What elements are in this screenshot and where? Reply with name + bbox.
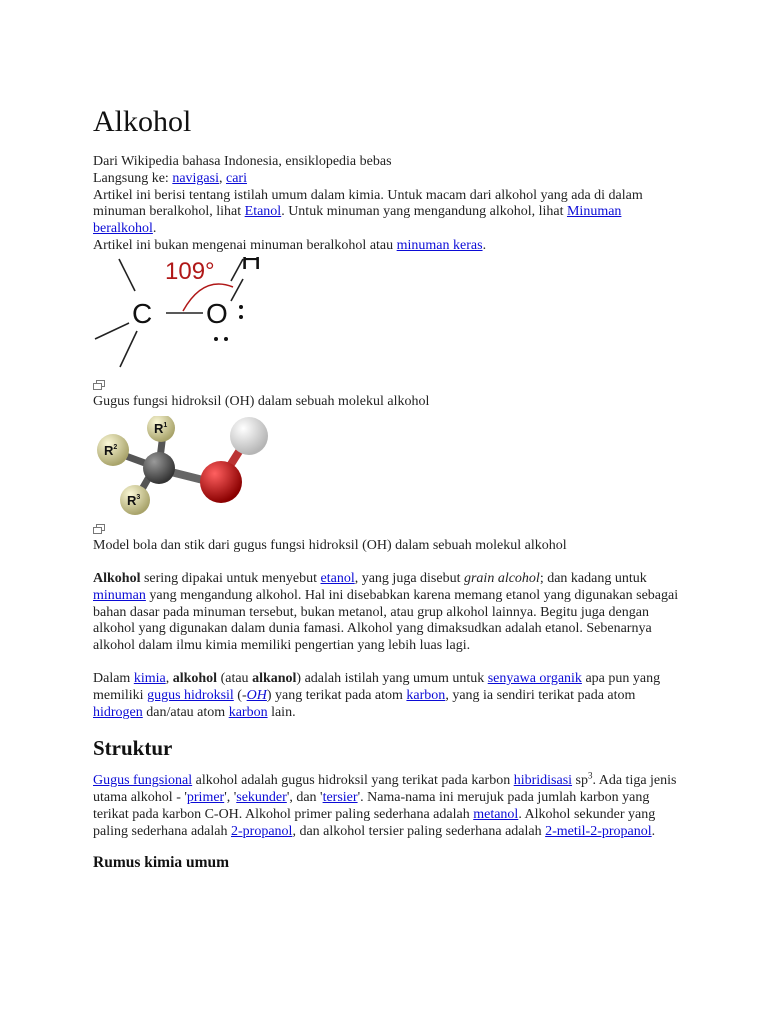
link-etanol-intro[interactable]: etanol	[320, 570, 355, 586]
lone-pair-dot	[239, 315, 243, 319]
article	[93, 104, 683, 873]
carbon-ball	[143, 452, 175, 484]
link-senyawa-organik[interactable]: senyawa organik	[487, 670, 582, 686]
r2-label: $R^2$	[104, 443, 118, 459]
link-hidrogen[interactable]: hidrogen	[93, 704, 143, 720]
r1-label: $R^1$	[154, 421, 168, 437]
link-primer[interactable]: primer	[186, 790, 225, 806]
bond-upper-left	[119, 259, 135, 291]
link-cari[interactable]: cari	[225, 170, 247, 186]
bond-left	[95, 323, 129, 339]
link-minuman[interactable]: minuman	[93, 587, 146, 603]
lone-pair-dot	[224, 337, 228, 341]
link-tersier[interactable]: tersier	[322, 790, 358, 806]
hydroxyl-diagram	[93, 257, 263, 372]
magnify-icon[interactable]	[93, 380, 105, 390]
figure2-caption: Model bola dan stik dari gugus fungsi hidroksil (OH) dalam sebuah molekul alkohol	[93, 538, 567, 554]
link-etanol[interactable]: Etanol	[244, 204, 282, 220]
jump-links: Langsung ke: navigasi, cari	[93, 170, 247, 186]
link-oh[interactable]: OH	[246, 687, 267, 703]
link-2-metil-2-propanol[interactable]: 2-metil-2-propanol	[545, 823, 652, 839]
bond-lower	[120, 331, 137, 367]
atom-c: C	[132, 297, 153, 329]
angle-label: 109°	[165, 257, 215, 285]
link-minuman-beralkohol[interactable]: Minuman beralkohol	[93, 204, 622, 237]
link-2-propanol[interactable]: 2-propanol	[231, 823, 293, 839]
magnify-icon[interactable]	[93, 524, 105, 534]
figure-hydroxyl-diagram	[93, 257, 683, 390]
link-navigasi[interactable]: navigasi	[172, 170, 219, 186]
link-karbon[interactable]: karbon	[406, 687, 446, 703]
r3-label: $R^3$	[127, 493, 141, 509]
lone-pair-dot	[214, 337, 218, 341]
link-gugus-fungsional[interactable]: Gugus fungsional	[93, 773, 193, 789]
lone-pair-dot	[239, 305, 243, 309]
link-karbon-2[interactable]: karbon	[228, 704, 268, 720]
atom-o: O	[206, 297, 228, 329]
bond-o-h	[231, 279, 243, 301]
ball-stick-model	[93, 416, 273, 516]
figure-ball-stick	[93, 416, 683, 534]
link-hibridisasi[interactable]: hibridisasi	[513, 773, 573, 789]
hydrogen-ball	[230, 417, 268, 455]
link-kimia[interactable]: kimia	[133, 670, 166, 686]
figure1-caption: Gugus fungsi hidroksil (OH) dalam sebuah molekul alkohol	[93, 393, 430, 409]
link-gugus-hidroksil[interactable]: gugus hidroksil	[147, 687, 234, 703]
link-metanol[interactable]: metanol	[473, 806, 519, 822]
paragraph-intro: Alkohol sering dipakai untuk menyebut etanol, yang juga disebut grain alcohol; dan kadang untuk minuman yang mengandung alkohol. Hal ini disebabkan karena memang etanol yang digunakan sebagai bahan dasar pada minuman tersebut, bukan metanol, atau grup alkohol lainnya. Begitu juga dengan alkohol yang digunakan dalam dunia famasi. Alkohol yang dimaksudkan adalah etanol. Sebenarnya alkohol dalam ilmu kimia memiliki pengertian yang lebih luas lagi.	[93, 570, 679, 654]
paragraph-definition: Dalam kimia, alkohol (atau alkanol) adalah istilah yang umum untuk senyawa organik apa pun yang memiliki gugus hidroksil (-OH) yang terikat pada atom karbon, yang ia sendiri terikat pada atom hidrogen dan/atau atom karbon lain.	[93, 670, 661, 720]
tagline: Dari Wikipedia bahasa Indonesia, ensiklopedia bebas	[93, 154, 392, 169]
paragraph-struktur: Gugus fungsional alkohol adalah gugus hidroksil yang terikat pada karbon hibridisasi $sp^3$. Ada tiga jenis utama alkohol - 'primer', 'sekunder', dan 'tersier'. Nama-nama ini merujuk pada jumlah karbon yang terikat pada karbon C-OH. Alkohol primer paling sederhana adalah metanol. Alkohol sekunder yang paling sederhana adalah 2-propanol, dan alkohol tersier paling sederhana adalah 2-metil-2-propanol.	[93, 770, 677, 839]
page-title: Alkohol	[93, 105, 192, 138]
hatnote-minuman-keras: Artikel ini bukan mengenai minuman beralkohol atau minuman keras.	[93, 237, 487, 253]
atom-h: H	[241, 256, 262, 275]
heading-struktur: Struktur	[93, 736, 173, 761]
heading-rumus-kimia-umum: Rumus kimia umum	[93, 853, 230, 871]
link-minuman-keras[interactable]: minuman keras	[396, 237, 483, 253]
link-sekunder[interactable]: sekunder	[236, 790, 287, 806]
hatnote-etanol: Artikel ini berisi tentang istilah umum dalam kimia. Untuk macam dari alkohol yang ada di dalam minuman beralkohol, lihat Etanol. Untuk minuman yang mengandung alkohol, lihat Minuman beralkohol.	[93, 187, 643, 237]
oxygen-ball	[200, 461, 242, 503]
